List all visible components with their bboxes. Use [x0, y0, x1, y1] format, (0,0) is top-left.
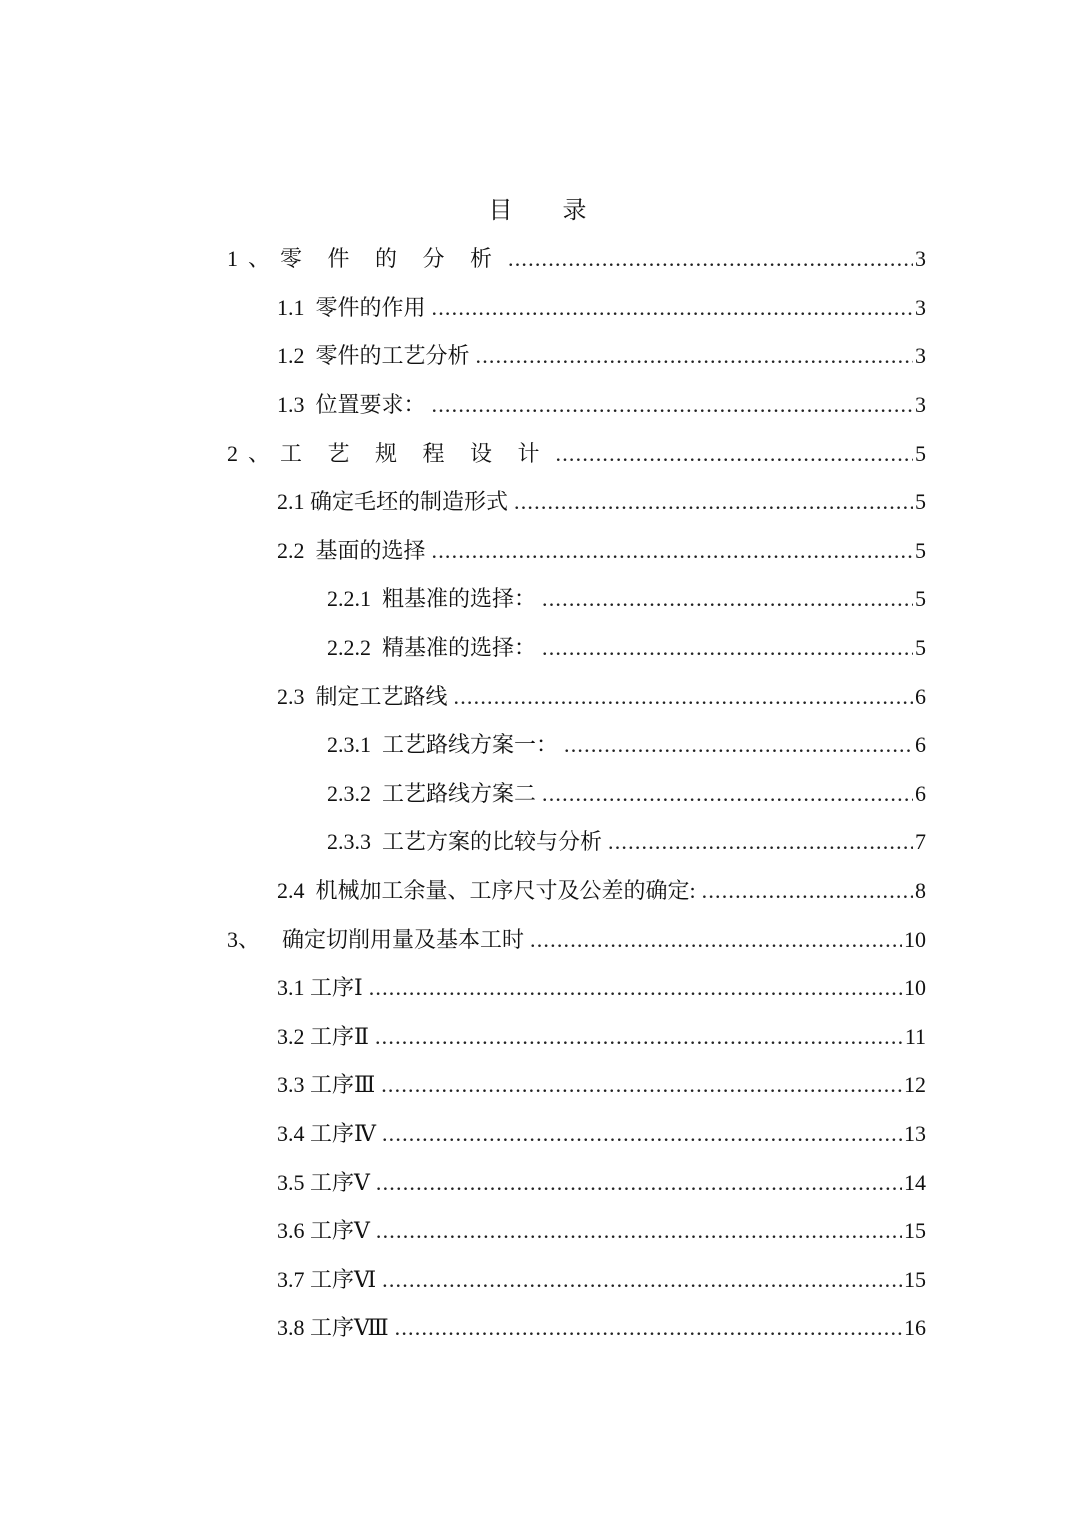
table-of-contents: [0, 235, 1075, 1353]
toc-entry-label: 2、工 艺 规 程 设 计: [227, 440, 550, 466]
toc-entry-label: 3.3 工序Ⅲ: [277, 1072, 376, 1098]
toc-entry-page-number: 6: [915, 683, 926, 709]
toc-dot-leader: [432, 297, 913, 319]
toc-entry-page-number: 5: [915, 635, 926, 661]
toc-entry[interactable]: [0, 429, 1075, 478]
toc-dot-leader: [514, 491, 913, 513]
toc-dot-leader: [369, 977, 902, 999]
toc-entry-page-number: 3: [915, 392, 926, 418]
toc-entry[interactable]: [0, 235, 1075, 284]
toc-entry[interactable]: [0, 527, 1075, 576]
toc-entry-page-number: 15: [904, 1266, 926, 1292]
toc-entry-page-number: 6: [915, 780, 926, 806]
toc-dot-leader: [530, 929, 902, 951]
toc-entry[interactable]: [0, 915, 1075, 964]
toc-dot-leader: [542, 637, 913, 659]
toc-entry-page-number: 15: [904, 1218, 926, 1244]
toc-entry-label: 1、零 件 的 分 析: [227, 246, 503, 272]
toc-entry-page-number: 5: [915, 489, 926, 515]
toc-entry-label: 3.7 工序Ⅵ: [277, 1266, 377, 1292]
toc-dot-leader: [564, 734, 913, 756]
toc-dot-leader: [375, 1026, 903, 1048]
toc-entry-page-number: 16: [904, 1315, 926, 1341]
toc-entry-page-number: 3: [915, 246, 926, 272]
toc-entry[interactable]: [0, 964, 1075, 1013]
toc-entry[interactable]: [0, 1255, 1075, 1304]
toc-entry-label: 3、 确定切削用量及基本工时: [227, 926, 525, 952]
toc-dot-leader: [376, 1220, 902, 1242]
toc-entry[interactable]: [0, 818, 1075, 867]
toc-dot-leader: [382, 1123, 902, 1145]
toc-entry-page-number: 10: [904, 975, 926, 1001]
toc-entry-page-number: 5: [915, 537, 926, 563]
toc-dot-leader: [432, 394, 913, 416]
toc-entry[interactable]: [0, 770, 1075, 819]
toc-entry[interactable]: [0, 1110, 1075, 1159]
toc-entry-label: 2.4 机械加工余量、工序尺寸及公差的确定:: [277, 878, 696, 904]
toc-entry-page-number: 8: [915, 878, 926, 904]
toc-dot-leader: [556, 443, 913, 465]
toc-dot-leader: [381, 1074, 902, 1096]
toc-entry-page-number: 3: [915, 294, 926, 320]
toc-entry[interactable]: [0, 575, 1075, 624]
toc-dot-leader: [542, 783, 913, 805]
toc-entry-page-number: 10: [904, 926, 926, 952]
toc-entry-label: 3.8 工序Ⅷ: [277, 1315, 389, 1341]
toc-entry-page-number: 12: [904, 1072, 926, 1098]
toc-entry[interactable]: [0, 284, 1075, 333]
toc-entry-label: 3.4 工序Ⅳ: [277, 1120, 376, 1146]
toc-entry-label: 2.1 确定毛坯的制造形式: [277, 489, 509, 515]
toc-entry-label: 3.5 工序Ⅴ: [277, 1169, 370, 1195]
toc-dot-leader: [395, 1317, 902, 1339]
toc-dot-leader: [542, 588, 913, 610]
toc-entry-page-number: 13: [904, 1120, 926, 1146]
toc-entry-label: 2.2.2 精基准的选择：: [327, 635, 537, 661]
toc-dot-leader: [454, 686, 913, 708]
toc-entry[interactable]: [0, 672, 1075, 721]
toc-dot-leader: [608, 831, 913, 853]
toc-entry[interactable]: [0, 1013, 1075, 1062]
toc-dot-leader: [508, 248, 913, 270]
toc-entry-label: 3.2 工序Ⅱ: [277, 1023, 369, 1049]
toc-entry[interactable]: [0, 1061, 1075, 1110]
toc-entry-label: 2.3.1 工艺路线方案一：: [327, 732, 559, 758]
toc-dot-leader: [702, 880, 913, 902]
toc-entry[interactable]: [0, 478, 1075, 527]
toc-entry-label: 1.3 位置要求：: [277, 392, 426, 418]
toc-entry-label: 2.3 制定工艺路线: [277, 683, 448, 709]
toc-entry-page-number: 7: [915, 829, 926, 855]
toc-entry-label: 2.3.3 工艺方案的比较与分析: [327, 829, 603, 855]
toc-dot-leader: [382, 1269, 902, 1291]
toc-entry-page-number: 14: [904, 1169, 926, 1195]
toc-entry-page-number: 3: [915, 343, 926, 369]
toc-entry-label: 3.6 工序Ⅴ: [277, 1218, 370, 1244]
toc-entry-label: 2.2.1 粗基准的选择：: [327, 586, 537, 612]
toc-entry-label: 1.1 零件的作用: [277, 294, 426, 320]
toc-entry-page-number: 6: [915, 732, 926, 758]
toc-entry[interactable]: [0, 1304, 1075, 1353]
toc-entry-label: 1.2 零件的工艺分析: [277, 343, 470, 369]
toc-entry[interactable]: [0, 332, 1075, 381]
toc-entry-page-number: 11: [904, 1023, 926, 1049]
toc-entry-page-number: 5: [915, 440, 926, 466]
toc-entry[interactable]: [0, 867, 1075, 916]
toc-title: 目 录: [488, 198, 609, 224]
toc-dot-leader: [376, 1172, 902, 1194]
toc-entry-page-number: 5: [915, 586, 926, 612]
toc-entry[interactable]: [0, 721, 1075, 770]
toc-entry[interactable]: [0, 1207, 1075, 1256]
toc-dot-leader: [476, 345, 913, 367]
toc-entry-label: 2.2 基面的选择: [277, 537, 426, 563]
toc-dot-leader: [432, 540, 913, 562]
toc-entry[interactable]: [0, 381, 1075, 430]
toc-entry-label: 3.1 工序Ⅰ: [277, 975, 363, 1001]
toc-entry-label: 2.3.2 工艺路线方案二: [327, 780, 537, 806]
toc-entry[interactable]: [0, 1158, 1075, 1207]
toc-entry[interactable]: [0, 624, 1075, 673]
